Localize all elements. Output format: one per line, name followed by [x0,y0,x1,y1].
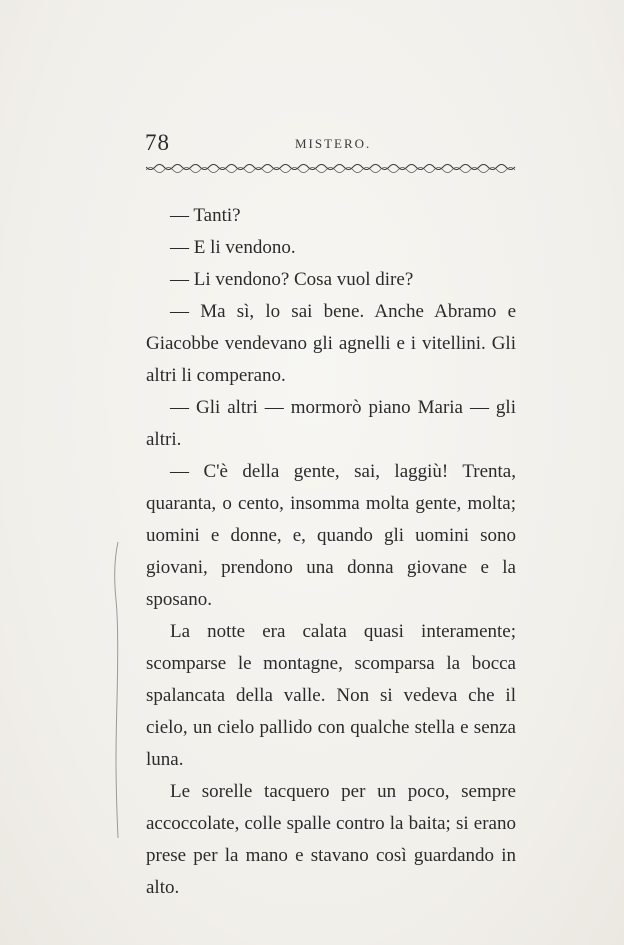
dialogue-line: — Ma sì, lo sai bene. Anche Abramo e Giacobbe vendevano gli agnelli e i vitellini. Gli altri li comperano. [146,301,516,386]
page-header [145,130,517,156]
page-number: 78 [145,130,170,155]
dialogue-line: — Gli altri — mormorò piano Maria — gli altri. [146,397,516,450]
dialogue-line: — E li vendono. [170,237,296,258]
dialogue-line: — Li vendono? Cosa vuol dire? [170,269,414,290]
dialogue-line: — Tanti? [170,205,241,226]
dialogue-line: — C'è della gente, sai, laggiù! Trenta, quaranta, o cento, insomma molta gente, molta; uomini e donne, e, quando gli uomini sono giovani, prendono una donna giovane e la sposano. [146,461,516,610]
body-text [146,200,516,904]
narrative-paragraph: Le sorelle tacquero per un poco, sempre accoccolate, colle spalle contro la baita; si erano prese per la mano e stavano così guardando in alto. [146,781,516,898]
running-title: MISTERO. [295,136,372,151]
margin-pencil-mark [112,540,120,840]
decorative-rule [146,164,518,174]
narrative-paragraph: La notte era calata quasi interamente; scomparse le montagne, scomparsa la bocca spalancata della valle. Non si vedeva che il cielo, un cielo pallido con qualche stella e senza luna. [146,621,516,770]
